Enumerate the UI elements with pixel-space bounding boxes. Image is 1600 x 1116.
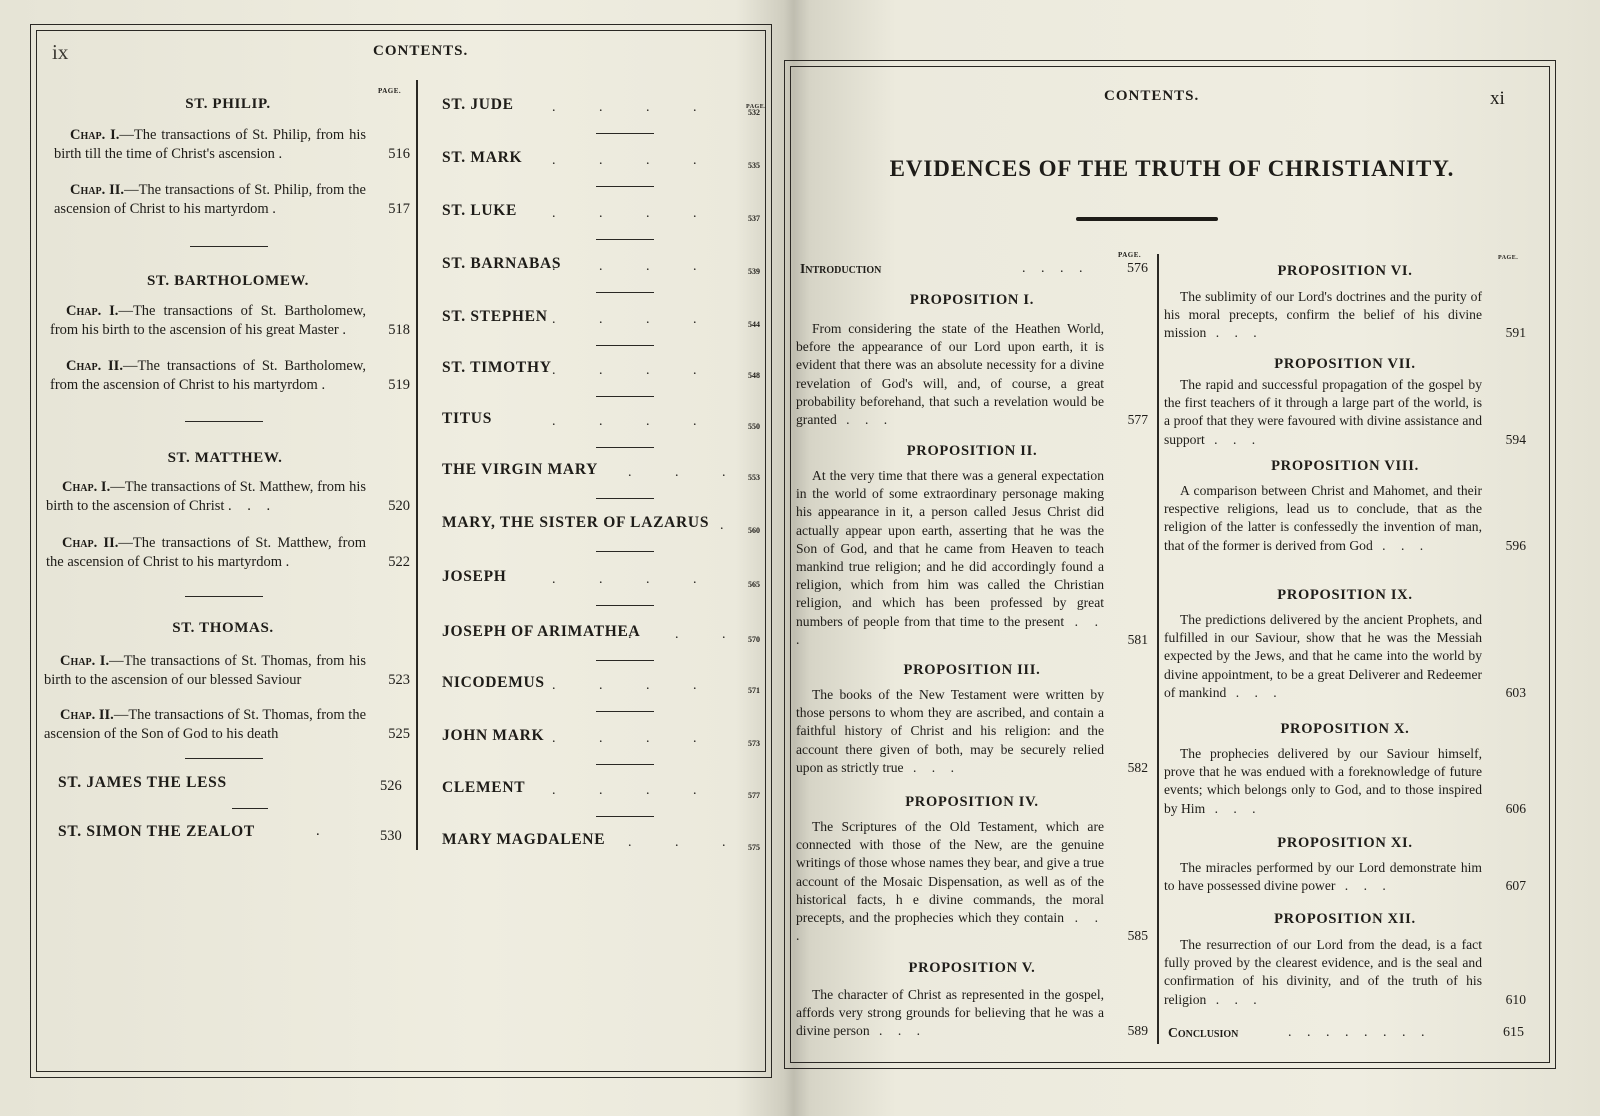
page-number: 577	[1127, 412, 1148, 428]
leader-dots: .	[316, 823, 326, 839]
proposition-heading: PROPOSITION VI.	[1277, 263, 1413, 279]
contents-entry-name[interactable]: JOHN MARK	[442, 727, 545, 744]
contents-entry[interactable]	[44, 706, 410, 744]
page-number: 596	[1505, 537, 1526, 553]
page-number: 530	[380, 828, 402, 844]
contents-entry-name[interactable]: ST. LUKE	[442, 202, 518, 219]
proposition-heading: PROPOSITION VIII.	[1271, 458, 1419, 474]
folio-number: xi	[1490, 88, 1505, 109]
page-number: 520	[388, 498, 410, 514]
page-number: 610	[1505, 991, 1526, 1007]
contents-entry-name[interactable]: JOSEPH OF ARIMATHEA	[442, 623, 641, 640]
running-head: CONTENTS.	[1104, 88, 1200, 104]
proposition-entry[interactable]: The Scriptures of the Old Testament, which are connected with those of the New, are the genuine writings of those whose names they bear, and give a true account of the Mosaic Dispensation, as well as of the historical facts, h e divine commands, the moral precepts, and the prophecies which they contain . . . 585	[796, 818, 1148, 945]
proposition-text: The rapid and successful propagation of the gospel by the first teachers of it through a large part of the world, is a proof that they were favoured with divine assistance and support	[1164, 377, 1482, 447]
section-heading-st-thomas: ST. THOMAS.	[172, 620, 274, 636]
entry-text: —The transactions of St. Bartholomew, from his birth to the ascension of his great Master	[50, 303, 366, 338]
proposition-heading: PROPOSITION XII.	[1274, 911, 1416, 927]
leader-dots: . . . .	[552, 312, 717, 327]
page-number: 548	[748, 371, 760, 380]
proposition-heading: PROPOSITION VII.	[1274, 356, 1416, 372]
contents-entry-name[interactable]: ST. TIMOTHY	[442, 359, 552, 376]
introduction-label: Introduction	[800, 261, 882, 276]
contents-entry-name[interactable]: ST. MARK	[442, 149, 523, 166]
proposition-heading: PROPOSITION I.	[909, 292, 1035, 308]
proposition-heading: PROPOSITION II.	[906, 443, 1038, 459]
proposition-entry[interactable]: At the very time that there was a general expectation in the world of some extraordinary personage making his appearance in it, a person called Jesus Christ did actually appear upon earth, asserting that he was the Son of God, and that he came from Heaven to teach mankind true religion; and he did accordingly found a religion, which from him was called the Christian religion, and which has been professed by great numbers of people from that time to the present . . . 581	[796, 467, 1148, 649]
page-number: 591	[1505, 325, 1526, 341]
proposition-text: The books of the New Testament were written by those persons to whom they are ascribed, and contain a faithful history of Christ and his religion: and the account there given of both, may be securely relied upon as strictly true	[796, 687, 1104, 775]
entry-rule	[596, 498, 654, 499]
section-heading-st-bartholomew: ST. BARTHOLOMEW.	[146, 273, 310, 289]
conclusion-label: Conclusion	[1168, 1025, 1239, 1040]
page-title: EVIDENCES OF THE TRUTH OF CHRISTIANITY.	[889, 156, 1455, 181]
page-number: 517	[388, 201, 410, 217]
proposition-text: The Scriptures of the Old Testament, which are connected with those of the New, are the genuine writings of those whose names they bear, and give a true account of the Mosaic Dispensation, as well as of the historical facts, h e divine commands, the moral precepts, and the prophecies which they contain	[796, 819, 1104, 926]
proposition-text: The prophecies delivered by our Saviour himself, prove that he was endued with a foreknowledge of future events; which belongs only to God, and to those inspired by Him	[1164, 746, 1482, 816]
proposition-entry[interactable]: The sublimity of our Lord's doctrines and the purity of his moral precepts, confirm the belief of his divine mission . . . 591	[1164, 288, 1526, 343]
section-rule	[185, 421, 263, 422]
proposition-entry[interactable]: The resurrection of our Lord from the dead, is a fact fully proved by the clearest evidence, and is the seal and confirmation of his divinity, and of the truth of his religion . . . 610	[1164, 936, 1526, 1009]
page-number: 560	[748, 526, 760, 535]
contents-entry-name[interactable]: CLEMENT	[442, 779, 526, 796]
proposition-heading: PROPOSITION IV.	[905, 794, 1039, 810]
contents-entry-name[interactable]: JOSEPH	[442, 568, 507, 585]
page-number: 553	[748, 473, 760, 482]
chapter-label: Chap. I.	[66, 303, 119, 319]
entry-text: —The transactions of St. Bartholomew, from the ascension of Christ to his martyrdom	[50, 358, 366, 393]
entry-text: —The transactions of St. Philip, from the ascension of Christ to his martyrdom	[54, 182, 366, 217]
right-page	[782, 0, 1600, 1116]
chapter-label: Chap. II.	[60, 707, 114, 723]
page-number: 576	[1127, 261, 1148, 276]
contents-entry[interactable]: Chap. I.—The transactions of St. Philip, from his birth till the time of Christ's ascension . 516	[54, 127, 410, 162]
proposition-heading: PROPOSITION XI.	[1277, 835, 1413, 851]
page-number: 573	[748, 739, 760, 748]
proposition-entry[interactable]: The miracles performed by our Lord demonstrate him to have possessed divine power . . . 607	[1164, 859, 1526, 895]
entry-rule	[596, 345, 654, 346]
contents-entry-introduction[interactable]: Introduction . . . . 576	[800, 261, 1148, 276]
leader-dots: . . .	[628, 465, 746, 480]
chapter-label: Chap. II.	[66, 358, 123, 374]
running-head: CONTENTS.	[373, 43, 469, 59]
page-number: 550	[748, 422, 760, 431]
contents-entry-conclusion[interactable]: Conclusion . . . . . . . . 615	[1168, 1025, 1524, 1040]
page-number: 581	[1127, 631, 1148, 647]
contents-entry-name[interactable]: MARY, THE SISTER OF LAZARUS	[442, 514, 710, 531]
proposition-text: At the very time that there was a general expectation in the world of some extraordinary personage making his appearance in it, a person called Jesus Christ did actually appear upon earth, asserting that he was the Son of God, and that he came from Heaven to teach mankind true religion; and he did accordingly found a religion, which from him was called the Christian religion, and which has been professed by great numbers of people from that time to the present	[796, 468, 1104, 629]
section-rule	[185, 596, 263, 597]
leader-dots: . . .	[628, 627, 746, 642]
section-rule	[190, 246, 268, 247]
entry-rule	[596, 551, 654, 552]
entry-rule	[596, 711, 654, 712]
page-number: 571	[748, 686, 760, 695]
contents-entry-name[interactable]: ST. STEPHEN	[442, 308, 548, 325]
page-number: 603	[1505, 684, 1526, 700]
contents-entry-name[interactable]: ST. BARNABAS	[442, 255, 562, 272]
folio-number: ix	[52, 40, 69, 64]
entry-rule	[596, 186, 654, 187]
page-number: 606	[1505, 800, 1526, 816]
page-number: 565	[748, 580, 760, 589]
leader-dots: . . . .	[552, 414, 717, 429]
proposition-text: A comparison between Christ and Mahomet, and their respective religions, lead us to conclude, that as the religion of the latter is confessedly the invention of man, that of the former is derived from God	[1164, 483, 1482, 553]
entry-rule	[596, 816, 654, 817]
page-number: 575	[748, 843, 760, 852]
proposition-heading: PROPOSITION X.	[1280, 721, 1410, 737]
leader-dots: . . . .	[552, 678, 717, 693]
entry-rule	[596, 447, 654, 448]
entry-rule	[596, 239, 654, 240]
leader-dots: . . . .	[552, 572, 717, 587]
leader-dots: . . . .	[552, 153, 717, 168]
section-heading-st-philip: ST. PHILIP.	[185, 96, 271, 112]
leader-dots: . . . .	[552, 363, 717, 378]
proposition-text: The sublimity of our Lord's doctrines and the purity of his moral precepts, confirm the belief of his divine mission	[1164, 289, 1482, 341]
proposition-entry[interactable]: The character of Christ as represented in the gospel, affords very strong grounds for believing that he was a divine person . . . 589	[796, 986, 1148, 1041]
chapter-label: Chap. II.	[70, 182, 125, 198]
contents-entry-name[interactable]: ST. JUDE	[442, 96, 514, 113]
contents-entry-st-james-the-less[interactable]: ST. JAMES THE LESS	[58, 774, 227, 791]
leader-dots: . . . .	[552, 206, 717, 221]
entry-text: —The transactions of St. Philip, from his birth till the time of Christ's ascension	[54, 127, 366, 162]
chapter-label: Chap. I.	[62, 479, 111, 495]
page-number: 577	[748, 791, 760, 800]
left-page	[0, 0, 782, 1116]
page-number: 522	[388, 554, 410, 570]
entry-text: —The transactions of St. Thomas, from his birth to the ascension of our blessed Saviour	[44, 653, 366, 688]
proposition-heading: PROPOSITION V.	[908, 960, 1036, 976]
proposition-text: The miracles performed by our Lord demonstrate him to have possessed divine power	[1164, 860, 1482, 894]
page-number: 594	[1505, 431, 1526, 447]
page-number: 535	[748, 161, 760, 170]
contents-entry-name[interactable]: THE VIRGIN MARY	[442, 461, 599, 478]
page-label: PAGE.	[378, 87, 402, 95]
entry-rule	[596, 133, 654, 134]
page-number: 526	[380, 778, 402, 794]
contents-entry-st-simon-the-zealot[interactable]: ST. SIMON THE ZEALOT	[58, 823, 255, 840]
chapter-label: Chap. I.	[60, 653, 110, 669]
proposition-text: From considering the state of the Heathen World, before the appearance of our Lord upon earth, it is evident that there was an absolute necessity for a divine revelation of God's will, and, of course, a great probability beforehand, that such a revelation would be granted	[796, 321, 1104, 428]
contents-entry-name[interactable]: NICODEMUS	[442, 674, 545, 691]
column-divider	[416, 80, 418, 850]
entry-rule	[596, 764, 654, 765]
page-number: 537	[748, 214, 760, 223]
entry-rule	[596, 396, 654, 397]
page-number: 585	[1127, 928, 1148, 944]
proposition-text: The predictions delivered by the ancient Prophets, and fulfilled in our Saviour, show that he was the Messiah expected by the Jews, and that he came into the world by divine appointment, to be a great Deliverer and Redeemer of mankind	[1164, 612, 1482, 700]
proposition-text: The character of Christ as represented in the gospel, affords very strong grounds for believing that he was a divine person	[796, 987, 1104, 1039]
page-number: 518	[388, 322, 410, 338]
page-number: 544	[748, 320, 760, 329]
entry-rule	[596, 660, 654, 661]
entry-text: —The transactions of St. Matthew, from his birth to the ascension of Christ	[46, 479, 366, 514]
entry-text: —The transactions of St. Matthew, from the ascension of Christ to his martyrdom	[46, 535, 366, 570]
contents-entry[interactable]: Chap. I.—The transactions of St. Bartholomew, from his birth to the ascension of his great Master . 518	[50, 303, 410, 338]
leader-dots: .	[720, 518, 744, 533]
proposition-entry[interactable]: A comparison between Christ and Mahomet, and their respective religions, lead us to conclude, that as the religion of the latter is confessedly the invention of man, that of the former is derived from God . . . 596	[1164, 482, 1526, 555]
chapter-label: Chap. II.	[62, 535, 119, 551]
proposition-entry[interactable]: The prophecies delivered by our Saviour himself, prove that he was endued with a foreknowledge of future events; which belongs only to God, and to those inspired by Him . . . 606	[1164, 745, 1526, 818]
page-number: 607	[1505, 878, 1526, 894]
proposition-heading: PROPOSITION III.	[903, 662, 1041, 678]
leader-dots: . . . .	[552, 259, 717, 274]
contents-entry[interactable]: Chap. II.—The transactions of St. Philip, from the ascension of Christ to his martyrdom . 517	[54, 182, 410, 217]
page-label: PAGE.	[1498, 255, 1519, 261]
page-label: PAGE.	[1118, 251, 1142, 259]
proposition-entry[interactable]: From considering the state of the Heathen World, before the appearance of our Lord upon earth, it is evident that there was an absolute necessity for a divine revelation of God's will, and, of course, a great probability beforehand, that such a revelation would be granted . . . 577	[796, 320, 1148, 429]
contents-entry[interactable]: Chap. I.—The transactions of St. Matthew, from his birth to the ascension of Christ . . . 520	[46, 479, 410, 514]
proposition-entry[interactable]: The predictions delivered by the ancient Prophets, and fulfilled in our Saviour, show that he was the Messiah expected by the Jews, and that he came into the world by divine appointment, to be a great Deliverer and Redeemer of mankind . . . 603	[1164, 611, 1526, 702]
chapter-label: Chap. I.	[70, 127, 120, 143]
leader-dots: . . . .	[552, 783, 717, 798]
contents-entry-name[interactable]: TITUS	[442, 410, 493, 427]
contents-entry-name[interactable]: MARY MAGDALENE	[442, 831, 606, 848]
leader-dots: . . . .	[552, 100, 717, 115]
page-number: 570	[748, 635, 760, 644]
contents-entry[interactable]: Chap. II.—The transactions of St. Bartholomew, from the ascension of Christ to his martyrdom . 519	[50, 358, 410, 393]
page-number: 519	[388, 377, 410, 393]
section-rule	[185, 758, 263, 759]
column-divider	[1157, 254, 1159, 1044]
proposition-heading: PROPOSITION IX.	[1277, 587, 1413, 603]
page-number: 539	[748, 267, 760, 276]
page-number: 615	[1503, 1025, 1524, 1040]
page-number: 523	[388, 672, 410, 688]
proposition-text: The resurrection of our Lord from the dead, is a fact fully proved by the clearest evidence, and is the seal and confirmation of his divinity, and of the truth of his religion	[1164, 937, 1482, 1007]
entry-rule	[596, 292, 654, 293]
page-label: PAGE.	[746, 104, 767, 110]
page-number: 525	[388, 726, 410, 742]
page-number: 582	[1127, 759, 1148, 775]
entry-rule	[596, 605, 654, 606]
page-number: 516	[388, 146, 410, 162]
page-number: 589	[1127, 1023, 1148, 1039]
proposition-entry[interactable]: The books of the New Testament were written by those persons to whom they are ascribed, and contain a faithful history of Christ and his religion: and the account there given of both, may be securely relied upon as strictly true . . . 582	[796, 686, 1148, 777]
leader-dots: . . . .	[552, 731, 717, 746]
leader-dots: . . .	[628, 835, 746, 850]
title-rule	[1076, 217, 1218, 221]
section-heading-st-matthew: ST. MATTHEW.	[167, 450, 283, 466]
entry-text: —The transactions of St. Thomas, from the ascension of the Son of God to his death	[44, 707, 366, 742]
contents-entry[interactable]	[44, 652, 410, 690]
page-number: 532	[748, 108, 760, 117]
section-rule	[232, 808, 268, 809]
contents-entry[interactable]: Chap. II.—The transactions of St. Matthew, from the ascension of Christ to his martyrdom . 522	[46, 535, 410, 570]
proposition-entry[interactable]: The rapid and successful propagation of the gospel by the first teachers of it through a large part of the world, is a proof that they were favoured with divine assistance and support . . . 594	[1164, 376, 1526, 449]
